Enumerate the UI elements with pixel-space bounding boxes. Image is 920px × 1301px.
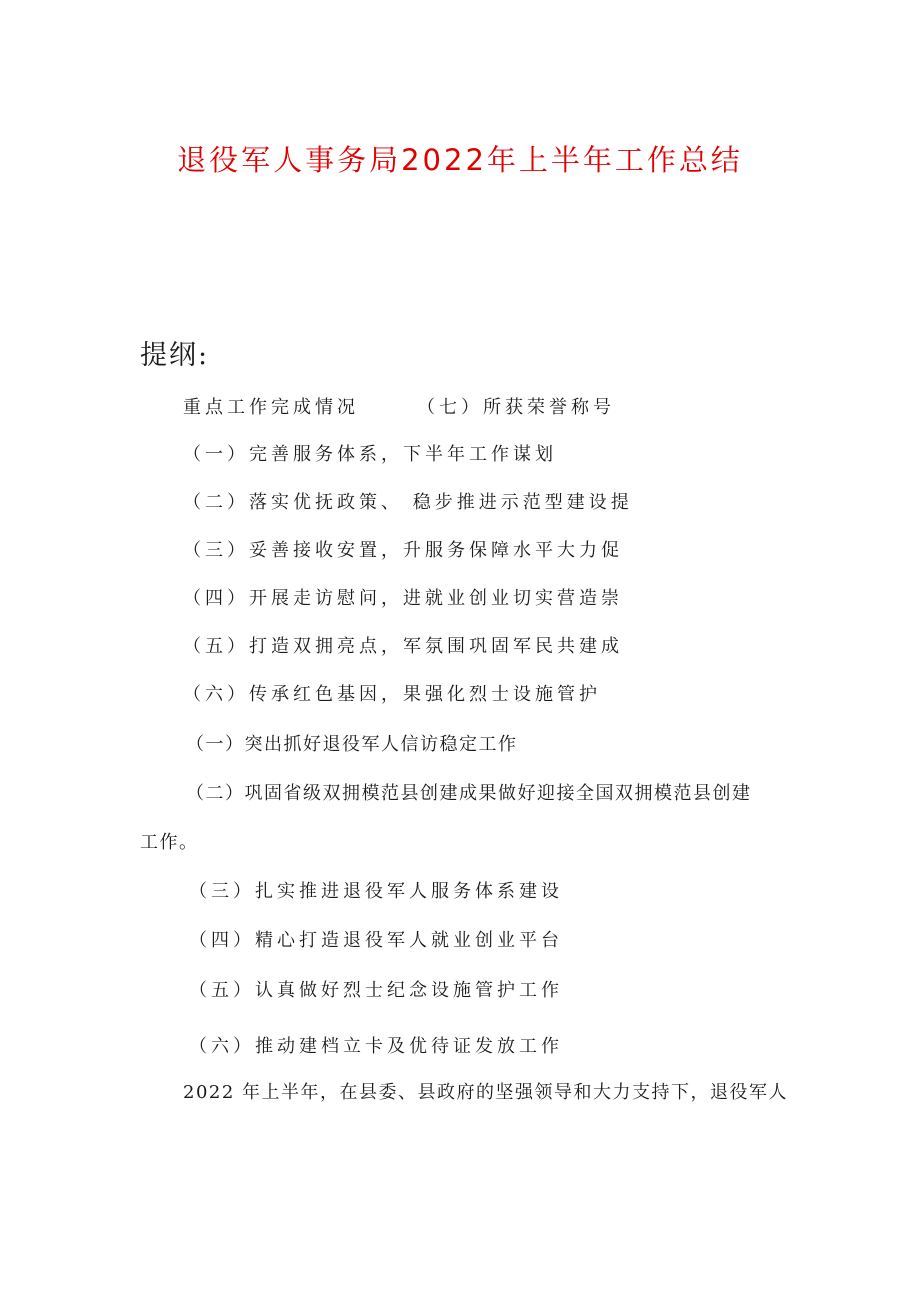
document-title: 退役军人事务局2022年上半年工作总结	[177, 143, 743, 177]
outline-row: （五）打造双拥亮点，军氛围巩固军民共建成	[183, 636, 623, 657]
outline-row: （六）传承红色基因，果强化烈士设施管护	[183, 684, 601, 705]
outline-row	[183, 394, 615, 422]
outline-item-key-work: 重点工作完成情况	[183, 397, 359, 418]
section-heading-continuation: 工作。	[140, 832, 199, 853]
section-heading: （五）认真做好烈士纪念设施管护工作	[189, 980, 563, 1001]
outline-row: （二）落实优抚政策、 稳步推进示范型建设提	[183, 492, 633, 513]
body-paragraph: 2022 年上半年，在县委、县政府的坚强领导和大力支持下，退役军人	[183, 1082, 789, 1103]
outline-item-honors: （七）所获荣誉称号	[417, 397, 615, 418]
section-heading: （三）扎实推进退役军人服务体系建设	[189, 881, 563, 902]
outline-row: （四）开展走访慰问，进就业创业切实营造崇	[183, 588, 623, 609]
section-heading: （四）精心打造退役军人就业创业平台	[189, 930, 563, 951]
outline-row: （一）完善服务体系，下半年工作谋划	[183, 444, 557, 465]
outline-row: （三）妥善接收安置，升服务保障水平大力促	[183, 540, 623, 561]
section-heading: （二）巩固省级双拥模范县创建成果做好迎接全国双拥模范县创建	[186, 783, 752, 804]
section-heading: （一）突出抓好退役军人信访稳定工作	[186, 734, 518, 755]
outline-heading: 提纲:	[140, 340, 210, 371]
section-heading: （六）推动建档立卡及优待证发放工作	[189, 1036, 563, 1057]
